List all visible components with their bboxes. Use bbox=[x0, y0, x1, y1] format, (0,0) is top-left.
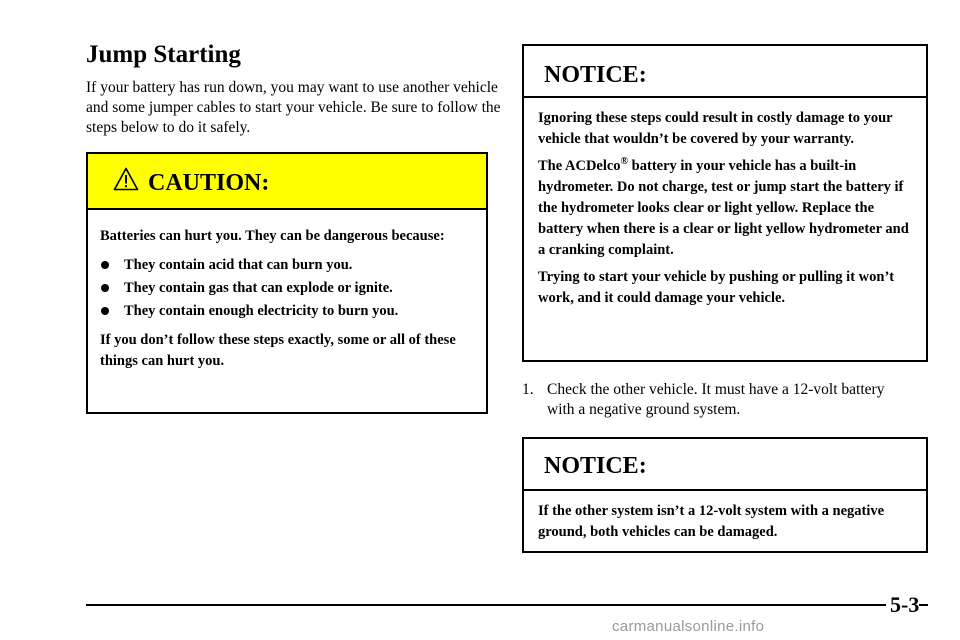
caution-closing: If you don’t follow these steps exactly, some or all of these things can hurt you. bbox=[100, 332, 456, 369]
notice-title: NOTICE: bbox=[544, 453, 647, 479]
notice-title: NOTICE: bbox=[544, 62, 647, 88]
notice-paragraph-1: Ignoring these steps could result in costly damage to your vehicle that wouldn’t be covered by your warranty. bbox=[538, 110, 893, 147]
notice-body bbox=[538, 108, 916, 315]
caution-header bbox=[88, 154, 486, 210]
bullet-icon bbox=[101, 284, 109, 292]
caution-title: CAUTION: bbox=[148, 170, 270, 196]
list-item: They contain gas that can explode or ignite. bbox=[100, 278, 480, 299]
intro-paragraph: If your battery has run down, you may want to use another vehicle and some jumper cables to start your vehicle. Be sure to follow the steps below to do it safely. bbox=[86, 79, 501, 136]
step-text: Check the other vehicle. It must have a 12-volt battery with a negative ground system. bbox=[547, 381, 885, 418]
caution-bullet-list bbox=[100, 255, 480, 322]
footer-rule bbox=[86, 604, 928, 606]
section-title: Jump Starting bbox=[86, 41, 241, 68]
notice-paragraph: If the other system isn’t a 12-volt system with a negative ground, both vehicles can be damaged. bbox=[538, 503, 885, 540]
notice-paragraph-3: Trying to start your vehicle by pushing or pulling it won’t work, and it could damage your vehicle. bbox=[538, 269, 895, 306]
step-number: 1. bbox=[522, 381, 534, 398]
notice-box-2 bbox=[522, 437, 928, 553]
caution-lead: Batteries can hurt you. They can be dangerous because: bbox=[100, 228, 445, 244]
notice-body bbox=[538, 501, 916, 549]
page-number: 5-3 bbox=[886, 592, 919, 618]
caution-body bbox=[100, 226, 480, 380]
bullet-icon bbox=[101, 307, 109, 315]
registered-mark: ® bbox=[620, 156, 629, 168]
list-item: They contain enough electricity to burn you. bbox=[100, 301, 480, 322]
caution-box bbox=[86, 152, 488, 414]
list-item: They contain acid that can burn you. bbox=[100, 255, 480, 276]
warning-triangle-icon bbox=[113, 167, 139, 191]
notice-header bbox=[524, 46, 926, 98]
notice-box-1 bbox=[522, 44, 928, 362]
watermark: carmanualsonline.info bbox=[612, 618, 765, 635]
notice-paragraph-2: The ACDelco® battery in your vehicle has a built-in hydrometer. Do not charge, test or jump start the battery if the hydrometer looks clear or light yellow. Replace the battery when there is a clear or light yellow hydrometer and a cranking complaint. bbox=[538, 156, 909, 258]
bullet-icon bbox=[101, 261, 109, 269]
notice-header bbox=[524, 439, 926, 491]
